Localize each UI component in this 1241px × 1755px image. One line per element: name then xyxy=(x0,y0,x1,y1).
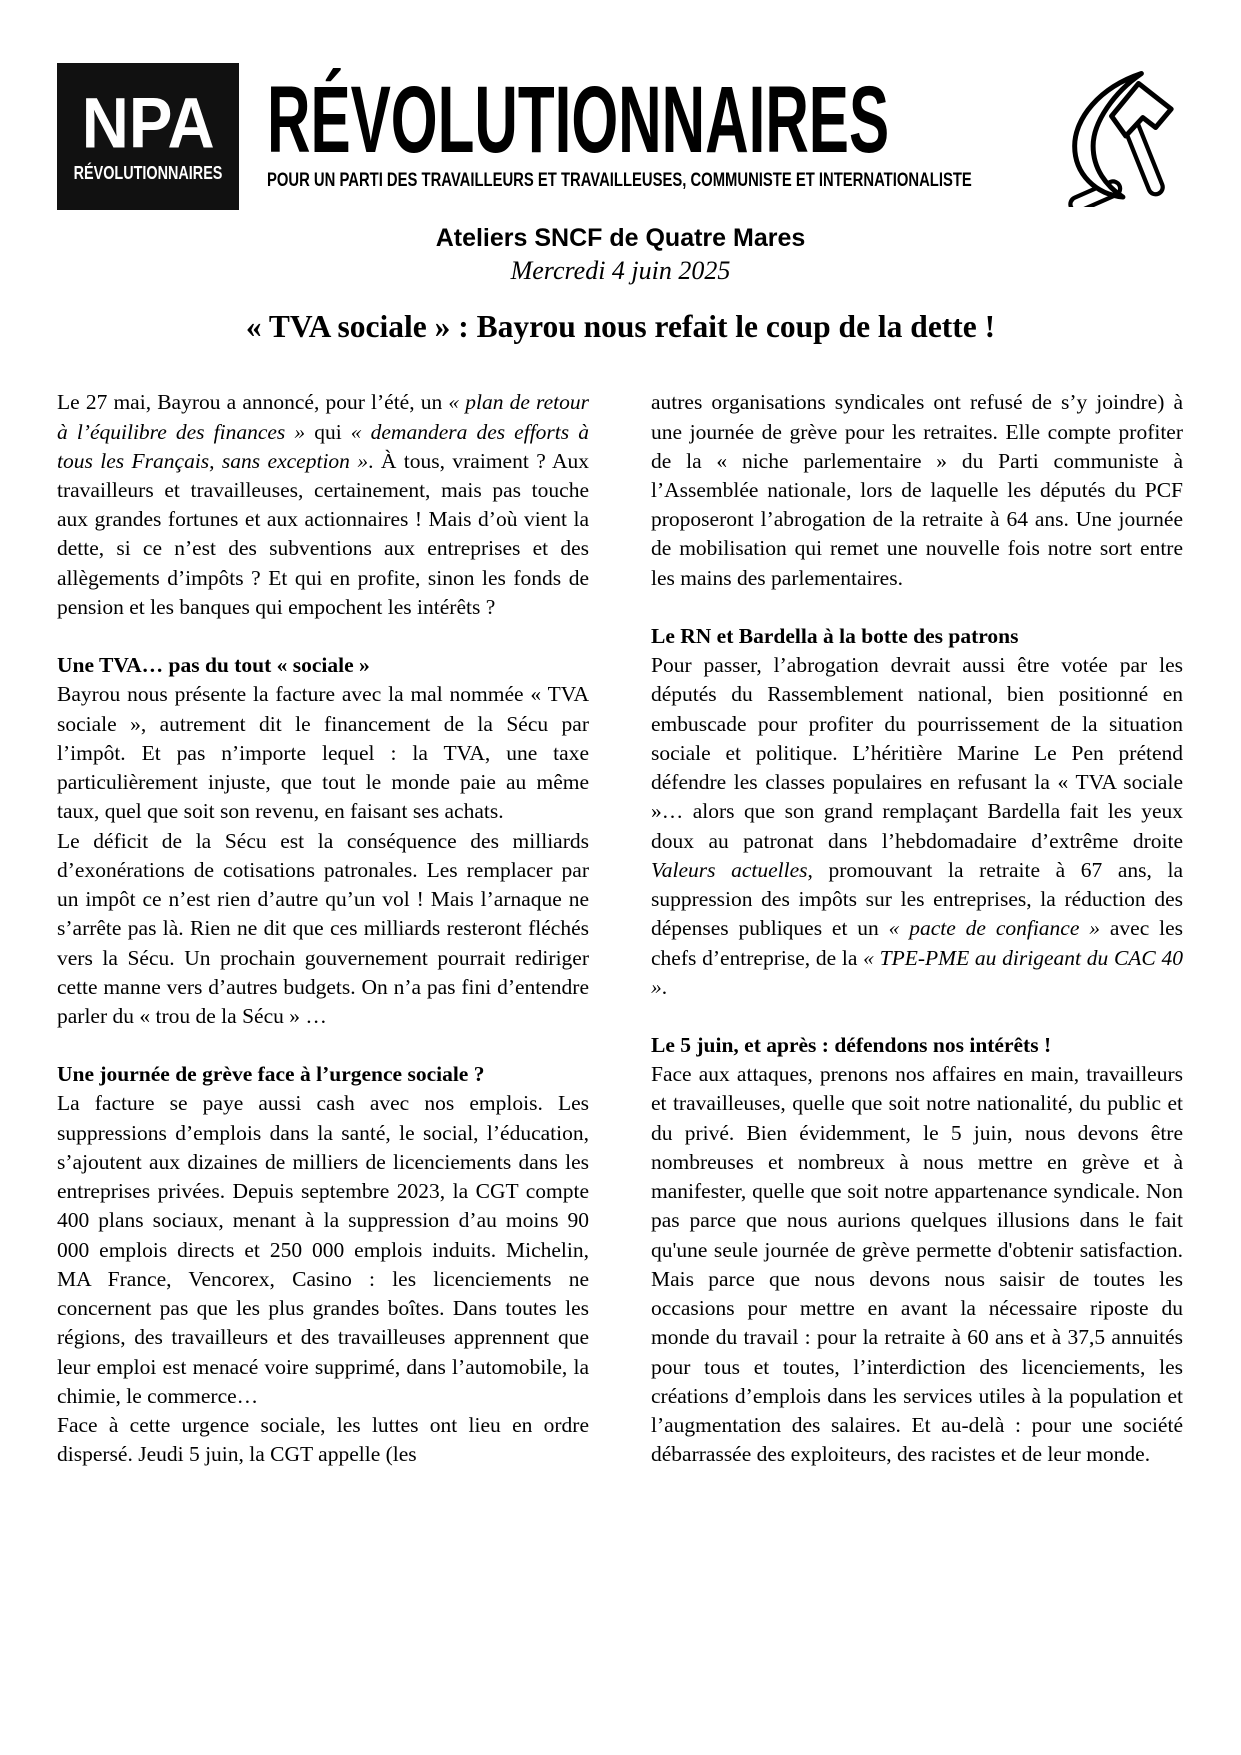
body-paragraph: Face à cette urgence sociale, les luttes ont lieu en ordre dispersé. Jeudi 5 juin, la CGT appelle (les xyxy=(57,1413,589,1467)
body-paragraph: Face aux attaques, prenons nos affaires en main, travailleurs et travailleuses, quelle que soit notre nationalité, du public et du privé. Bien évidemment, le 5 juin, nous devons être nombreuses et nombreux à nous mettre en grève et à manifester, quelle que soit notre appartenance syndicale. Non pas parce que nous aurions quelques illusions dans le fait qu'une seule journée de grève permette d'obtenir satisfaction. Mais parce que nous devons nous saisir de toutes les occasions pour mettre en avant la nécessaire riposte du monde du travail : pour la retraite à 60 ans et à 37,5 annuités pour tous et toutes, l’interdiction des licenciements, les créations d’emplois dans les services utiles à la population et l’augmentation des salaires. Et au-delà : pour une société débarrassée des exploiteurs, des racistes et de leur monde. xyxy=(651,1062,1183,1467)
body-paragraph: Le déficit de la Sécu est la conséquence des milliards d’exonérations de cotisations patronales. Les remplacer par un impôt ce n’est rien d’autre qu’un vol ! Mais l’arnaque ne s’arrête pas là. Rien ne dit que ces milliards resteront fléchés vers la Sécu. Un prochain gouvernement pourrait rediriger cette manne vers d’autres budgets. On n’a pas fini d’entendre parler du « trou de la Sécu » … xyxy=(57,828,589,1028)
masthead-subtitle: POUR UN PARTI DES TRAVAILLEURS ET TRAVAILLEUSES, COMMUNISTE ET INTERNATIONALISTE xyxy=(267,168,972,191)
body-paragraph: autres organisations syndicales ont refusé de s’y joindre) à une journée de grève pour les retraites. Elle compte profiter de la « niche parlementaire » du Parti communiste à l’Assemblée nationale, lors de laquelle les députés du PCF proposeront l’abrogation de la retraite à 64 ans. Une journée de mobilisation qui remet une nouvelle fois notre sort entre les mains des parlementaires. xyxy=(651,390,1183,590)
section-heading: Une journée de grève face à l’urgence sociale ? xyxy=(57,1062,485,1087)
masthead xyxy=(57,0,1184,210)
hammer-sickle-icon xyxy=(1042,65,1184,207)
npa-logo-acronym: NPA xyxy=(81,82,215,164)
edition-meta xyxy=(57,224,1184,286)
body-paragraph: Le 27 mai, Bayrou a annoncé, pour l’été, un « plan de retour à l’équilibre des finances » qui « demandera des efforts à tous les Français, sans exception ». À tous, vraiment ? Aux travailleurs et travailleuses, certainement, mais pas touche aux grandes fortunes et aux actionnaires ! Mais d’où vient la dette, si ce n’est des subventions aux entreprises et des allègements d’impôts ? Et qui en profite, sinon les fonds de pension et les banques qui empochent les intérêts ? xyxy=(57,390,589,619)
masthead-title: RÉVOLUTIONNAIRES xyxy=(267,67,890,173)
npa-logo xyxy=(57,63,239,210)
edition-location: Ateliers SNCF de Quatre Mares xyxy=(435,224,806,252)
column-left xyxy=(57,388,589,1469)
column-right xyxy=(651,388,1183,1469)
body-paragraph: Bayrou nous présente la facture avec la mal nommée « TVA sociale », autrement dit le financement de la Sécu par l’impôt. Et pas n’importe lequel : la TVA, une taxe particulièrement injuste, que tout le monde paie au même taux, quel que soit son revenu, en faisant ses achats. xyxy=(57,682,589,824)
edition-date: Mercredi 4 juin 2025 xyxy=(510,255,731,285)
article-body xyxy=(57,388,1184,1469)
body-paragraph: La facture se paye aussi cash avec nos emplois. Les suppressions d’emplois dans la santé, le social, l’éducation, s’ajoutent aux dizaines de milliers de licenciements dans les entreprises privées. Depuis septembre 2023, la CGT compte 400 plans sociaux, menant à la suppression d’au moins 90 000 emplois directs et 250 000 emplois induits. Michelin, MA France, Vencorex, Casino : les licenciements ne concernent pas que les plus grandes boîtes. Dans toutes les régions, des travailleurs et des travailleuses apprennent que leur emploi est menacé voire supprimé, dans l’automobile, la chimie, le commerce… xyxy=(57,1091,589,1408)
npa-logo-subtext: RÉVOLUTIONNAIRES xyxy=(73,163,223,183)
section-heading: Le RN et Bardella à la botte des patrons xyxy=(651,623,1019,648)
section-heading: Une TVA… pas du tout « sociale » xyxy=(57,653,370,678)
headline: « TVA sociale » : Bayrou nous refait le coup de la dette ! xyxy=(245,308,996,344)
section-heading: Le 5 juin, et après : défendons nos intérêts ! xyxy=(651,1032,1052,1057)
masthead-center xyxy=(267,63,972,191)
body-paragraph: Pour passer, l’abrogation devrait aussi être votée par les députés du Rassemblement national, bien positionné en embuscade pour profiter du pourrissement de la situation sociale et politique. L’héritière Marine Le Pen prétend défendre les classes populaires en refusant la « TVA sociale »… alors que son grand remplaçant Bardella fait les yeux doux au patronat dans l’hebdomadaire d’extrême droite Valeurs actuelles, promouvant la retraite à 67 ans, la suppression des impôts sur les entreprises, la réduction des dépenses publiques et un « pacte de confiance » avec les chefs d’entreprise, de la « TPE-PME au dirigeant du CAC 40 ». xyxy=(651,653,1184,999)
